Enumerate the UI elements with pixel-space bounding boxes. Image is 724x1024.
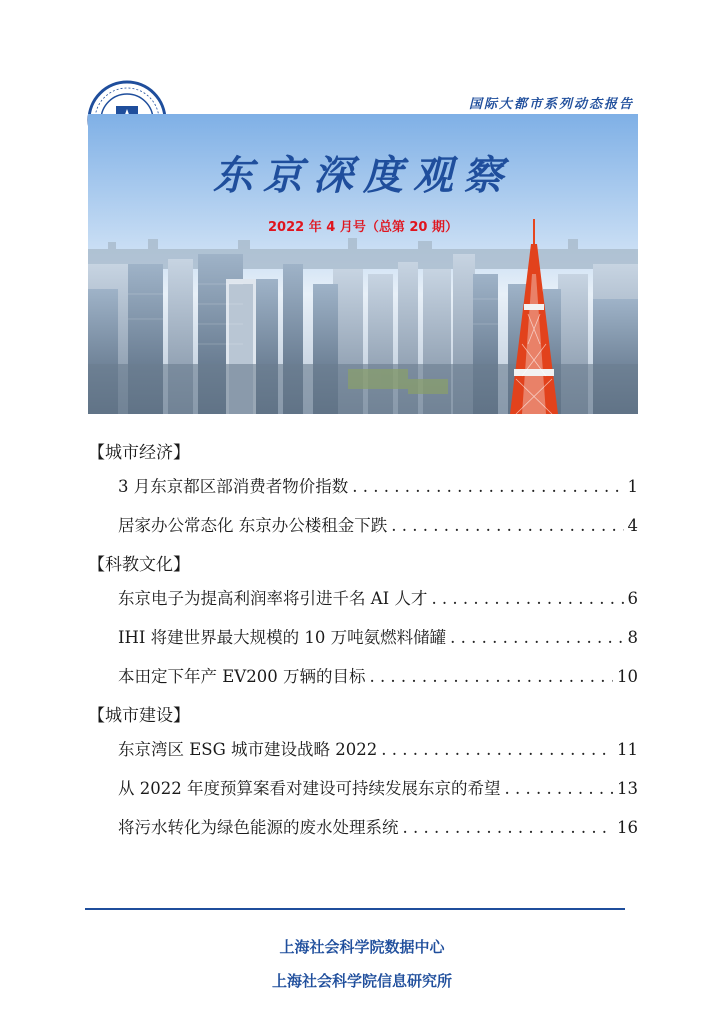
series-title: 国际大都市系列动态报告 [468,97,634,112]
table-of-contents [88,440,638,854]
toc-entry[interactable] [118,586,638,612]
footer-divider [85,908,625,910]
toc-entry-title: IHI 将建世界最大规模的 10 万吨氨燃料储罐 [118,628,447,647]
publisher-name: 上海社会科学院信息研究所 [271,972,452,990]
cover-title: 东京深度观察 [213,152,513,199]
issue-number: 2022 年 4 月号（总第 20 期） [268,220,458,235]
leader-dots [381,737,613,763]
toc-entry[interactable] [118,664,638,690]
toc-entry[interactable] [118,737,638,763]
leader-dots [450,625,623,651]
toc-entry[interactable] [118,474,638,500]
toc-entry-title: 将污水转化为绿色能源的废水处理系统 [118,818,399,837]
toc-section-heading: 【科教文化】 [88,555,190,575]
leader-dots [352,474,623,500]
toc-entry-page: 6 [627,589,638,608]
toc-entry-page: 10 [617,667,638,686]
toc-entry[interactable] [118,513,638,539]
toc-entry[interactable] [118,776,638,802]
toc-entry-title: 居家办公常态化 东京办公楼租金下跌 [118,516,388,535]
toc-entry-title: 东京湾区 ESG 城市建设战略 2022 [118,740,378,759]
toc-entry-page: 13 [617,779,638,798]
toc-section-heading: 【城市建设】 [88,706,190,726]
toc-entry-title: 从 2022 年度预算案看对建设可持续发展东京的希望 [118,779,501,798]
toc-entry-title: 3 月东京都区部消费者物价指数 [118,477,349,496]
toc-entry-page: 1 [627,477,638,496]
toc-entry-page: 11 [617,740,638,759]
leader-dots [391,513,623,539]
toc-entry-page: 16 [617,818,638,837]
toc-entry[interactable] [118,815,638,841]
toc-entry-title: 东京电子为提高利润率将引进千名 AI 人才 [118,589,428,608]
toc-entry-title: 本田定下年产 EV200 万辆的目标 [118,667,366,686]
leader-dots [403,815,614,841]
toc-section-heading: 【城市经济】 [88,443,190,463]
publisher-name: 上海社会科学院数据中心 [279,938,445,956]
toc-entry-page: 4 [627,516,638,535]
leader-dots [369,664,613,690]
toc-entry-page: 8 [627,628,638,647]
toc-entry[interactable] [118,625,638,651]
leader-dots [431,586,623,612]
leader-dots [504,776,613,802]
cover-cityscape-image [88,114,638,414]
